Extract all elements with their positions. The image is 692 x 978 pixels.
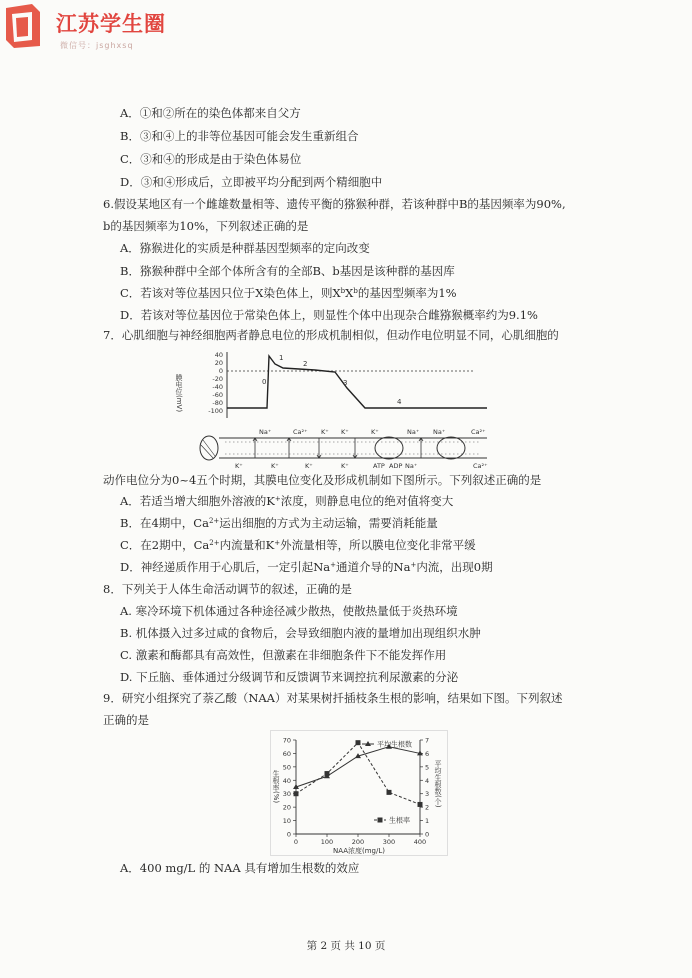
chart-ytick-right-label: 7 — [425, 736, 430, 745]
svg-text:0: 0 — [218, 367, 223, 375]
chart-ytick-left-label: 60 — [282, 749, 291, 758]
q6-stem-line1: 6.假设某地区有一个雌雄数量相等、遗传平衡的猕猴种群，若该种群中B的基因频率为90%, — [103, 197, 566, 211]
q5-option-b: B．③和④上的非等位基因可能会发生重新组合 — [120, 129, 359, 143]
chart-xtick-label: 200 — [351, 838, 365, 846]
q6-option-b: B．猕猴种群中全部个体所含有的全部B、b基因是该种群的基因库 — [120, 264, 455, 278]
chart-legend-label: 平均生根数 — [377, 740, 412, 749]
chart-ylabel-left: 生根率(%) — [272, 770, 280, 804]
chart-ytick-right-label: 4 — [425, 776, 430, 785]
q6-option-d: D．若该对等位基因位于常染色体上，则显性个体中出现杂合雌猕猴概率约为9.1% — [120, 308, 538, 322]
chart-ytick-left-label: 10 — [282, 817, 291, 826]
svg-text:K⁺: K⁺ — [271, 462, 279, 468]
chart-point-square — [325, 771, 330, 776]
svg-text:-40: -40 — [212, 383, 223, 391]
q7-option-c: C．在2期中，$Ca^{2+}$内流量和K+外流量相等，所以膜电位变化非常平缓 — [120, 538, 476, 552]
q7-option-a: A．若适当增大细胞外溶液的K+浓度，则静息电位的绝对值将变大 — [120, 494, 454, 508]
q8-stem: 8．下列关于人体生命活动调节的叙述，正确的是 — [103, 582, 352, 596]
chart-xtick-label: 100 — [320, 838, 334, 846]
svg-text:Na⁺: Na⁺ — [433, 428, 446, 436]
chart-ytick-right-label: 0 — [425, 830, 430, 839]
svg-text:-20: -20 — [212, 375, 223, 383]
q8-option-c: C. 激素和酶都具有高效性，但激素在非细胞条件下不能发挥作用 — [120, 648, 447, 662]
chart-series-line — [296, 743, 420, 805]
svg-text:Ca²⁺: Ca²⁺ — [293, 428, 308, 436]
svg-text:Na⁺: Na⁺ — [407, 428, 420, 436]
figure1-ylabel: 膜电位(mV) — [175, 374, 183, 413]
svg-text:40: 40 — [214, 351, 223, 359]
chart-ytick-right-label: 5 — [425, 763, 430, 772]
q6-option-c: C．若该对等位基因只位于X染色体上，则$X^bX^b$的基因型频率为1% — [120, 286, 457, 300]
q5-option-c: C．③和④的形成是由于染色体易位 — [120, 152, 302, 166]
logo-title: 江苏学生圈 — [56, 12, 166, 36]
chart-ytick-right-label: 2 — [425, 803, 430, 812]
chart-xtick-label: 400 — [413, 838, 427, 846]
q9-stem-line1: 9．研究小组探究了萘乙酸（NAA）对某果树扦插枝条生根的影响，结果如下图。下列叙述 — [103, 691, 563, 705]
svg-text:4: 4 — [397, 398, 402, 406]
svg-text:K⁺: K⁺ — [371, 428, 379, 436]
q8-option-d: D. 下丘脑、垂体通过分级调节和反馈调节来调控抗利尿激素的分泌 — [120, 670, 459, 684]
q8-option-b: B. 机体摄入过多过咸的食物后，会导致细胞内液的量增加出现组织水肿 — [120, 626, 481, 640]
q5-option-d: D．③和④形成后，立即被平均分配到两个精细胞中 — [120, 175, 383, 189]
chart-legend-label: 生根率 — [389, 816, 410, 825]
q7-option-b: B．在4期中，$Ca^{2+}$运出细胞的方式为主动运输，需要消耗能量 — [120, 516, 438, 530]
q5-option-a: A．①和②所在的染色体都来自父方 — [120, 106, 301, 120]
chart-ytick-left-label: 50 — [282, 763, 291, 772]
chart-ylabel-right: 平均生根数(个) — [434, 760, 442, 808]
chart-ytick-right-label: 3 — [425, 790, 430, 799]
chart-point-square — [387, 790, 392, 795]
chart-point-square — [418, 802, 423, 807]
svg-text:K⁺: K⁺ — [341, 428, 349, 436]
svg-text:K⁺: K⁺ — [305, 462, 313, 468]
svg-text:Na⁺: Na⁺ — [259, 428, 272, 436]
svg-text:ADP: ADP — [389, 462, 403, 468]
svg-text:1: 1 — [279, 354, 284, 362]
svg-text:-100: -100 — [208, 407, 223, 415]
chart-ytick-left-label: 30 — [282, 790, 291, 799]
svg-text:Ca²⁺: Ca²⁺ — [473, 462, 488, 468]
chart-legend-marker — [378, 818, 383, 823]
chart-xtick-label: 0 — [293, 838, 299, 846]
q6-stem-line2: b的基因频率为10%，下列叙述正确的是 — [103, 219, 309, 233]
svg-text:20: 20 — [214, 359, 223, 367]
svg-text:-80: -80 — [212, 399, 223, 407]
chart-ytick-left-label: 20 — [282, 803, 291, 812]
chart-point-square — [356, 740, 361, 745]
svg-text:3: 3 — [343, 379, 348, 387]
svg-text:Ca²⁺: Ca²⁺ — [471, 428, 486, 436]
chart-series-line — [296, 747, 420, 787]
svg-text:2: 2 — [303, 360, 308, 368]
chart-xlabel: NAA浓度(mg/L) — [333, 847, 385, 855]
chart-ytick-left-label: 0 — [286, 830, 291, 839]
chart-ytick-left-label: 40 — [282, 776, 291, 785]
chart-ytick-right-label: 1 — [425, 817, 430, 826]
svg-text:-60: -60 — [212, 391, 223, 399]
svg-text:Na⁺: Na⁺ — [405, 462, 418, 468]
chart-ytick-right-label: 6 — [425, 749, 430, 758]
chart-ytick-left-label: 70 — [282, 736, 291, 745]
q7-stem-line2: 动作电位分为0~4五个时期，其膜电位变化及形成机制如下图所示。下列叙述正确的是 — [103, 473, 542, 487]
svg-text:K⁺: K⁺ — [235, 462, 243, 468]
naa-rooting-chart — [270, 730, 448, 856]
svg-text:K⁺: K⁺ — [321, 428, 329, 436]
chart-xtick-label: 300 — [382, 838, 396, 846]
cardiac-action-potential-figure — [175, 348, 493, 468]
q7-option-d: D．神经递质作用于心肌后，一定引起Na+通道介导的Na+内流，出现0期 — [120, 560, 493, 574]
svg-text:ATP: ATP — [373, 462, 385, 468]
chart-point-square — [294, 791, 299, 796]
logo-icon — [2, 2, 46, 50]
q7-stem-line1: 7．心肌细胞与神经细胞两者静息电位的形成机制相似，但动作电位明显不同，心肌细胞的 — [103, 328, 559, 342]
q6-option-a: A．猕猴进化的实质是种群基因型频率的定向改变 — [120, 241, 370, 255]
q9-stem-line2: 正确的是 — [103, 713, 149, 727]
svg-text:0: 0 — [262, 378, 267, 386]
logo-subtitle: 微信号：jsghxsq — [60, 41, 134, 50]
svg-text:K⁺: K⁺ — [341, 462, 349, 468]
q9-option-a: A．400 mg/L 的 NAA 具有增加生根数的效应 — [120, 861, 360, 875]
q8-option-a: A. 寒冷环境下机体通过各种途径减少散热，使散热量低于炎热环境 — [120, 604, 458, 618]
page-footer: 第 2 页 共 10 页 — [306, 940, 386, 952]
